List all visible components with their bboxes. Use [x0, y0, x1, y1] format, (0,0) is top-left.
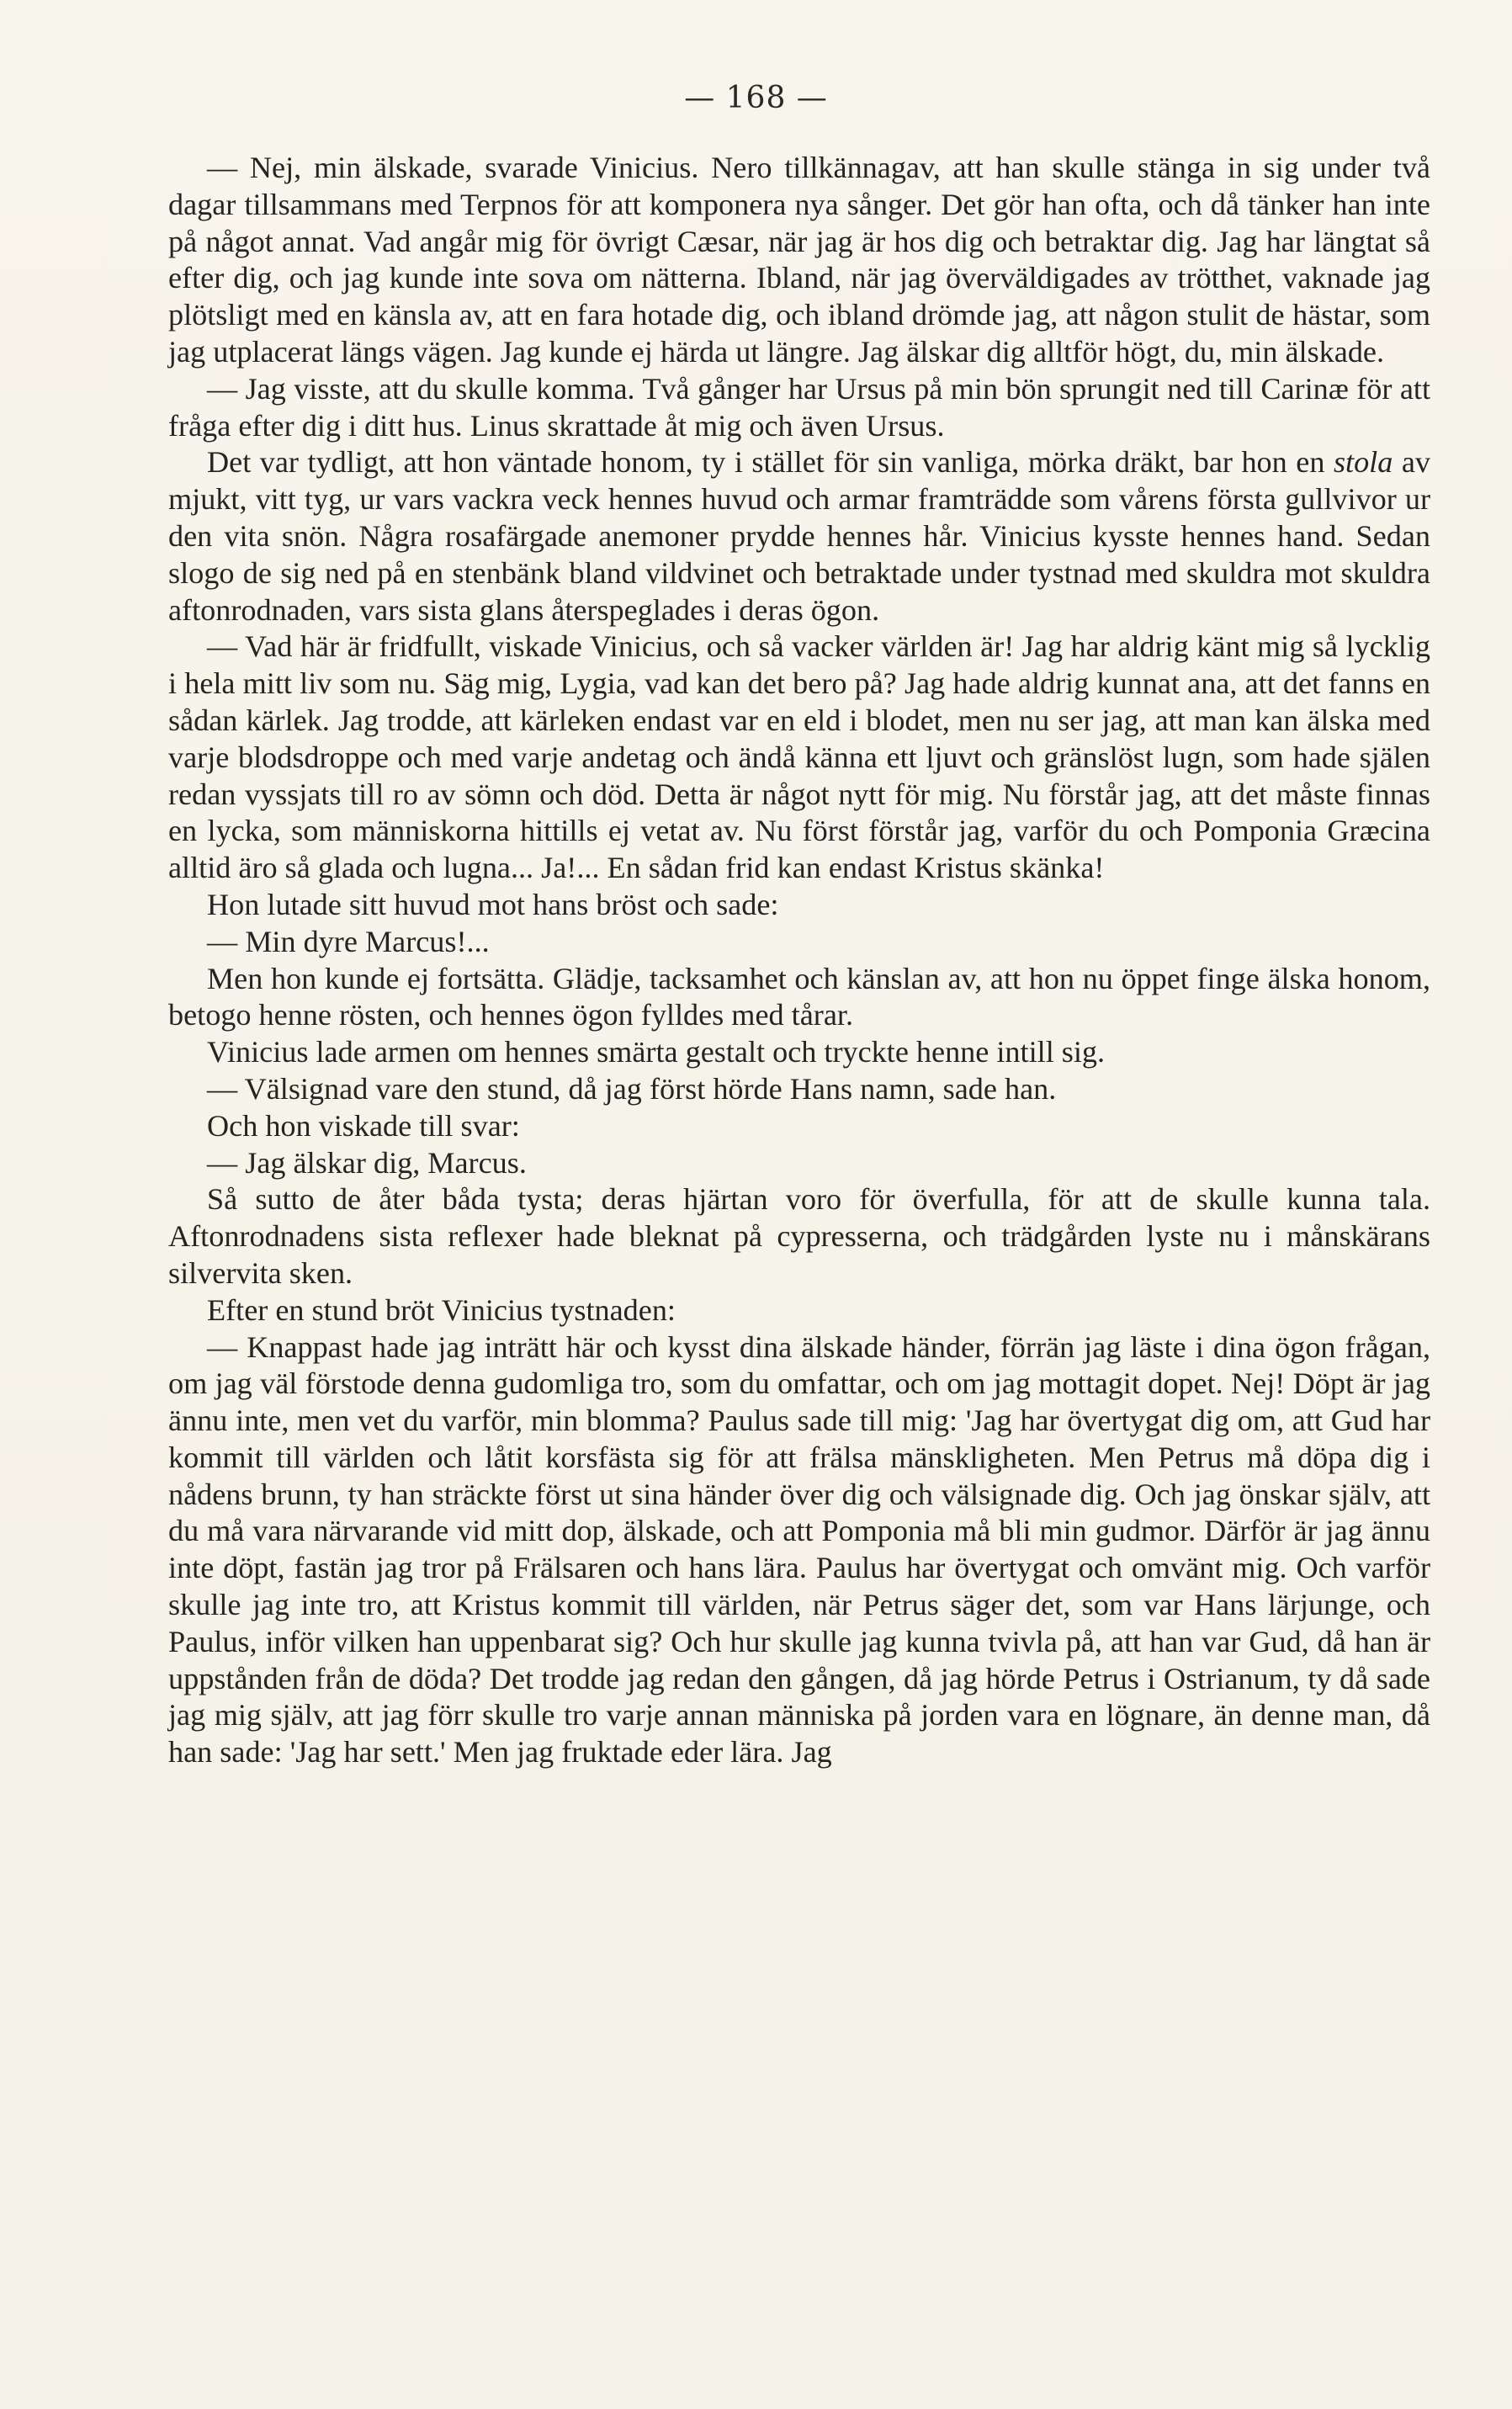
paragraph-3-text-a: Det var tydligt, att hon väntade honom, ty i stället för sin vanliga, mörka dräkt, bar hon en: [207, 445, 1334, 480]
italic-word-stola: stola: [1333, 445, 1393, 480]
paragraph-12: Så sutto de åter båda tysta; deras hjärtan voro för överfulla, för att de skulle kunna tala. Aftonrodnadens sista reflexer hade bleknat på cypresserna, och trädgården lyste nu i månskärans silvervita sken.: [168, 1182, 1430, 1290]
body-text: [168, 150, 1430, 1771]
paragraph-4: — Vad här är fridfullt, viskade Vinicius, och så vacker världen är! Jag har aldrig känt mig så lycklig i hela mitt liv som nu. Säg mig, Lygia, vad kan det bero på? Jag hade aldrig kunnat ana, att det fanns en sådan kärlek. Jag trodde, att kärleken endast var en eld i blodet, men nu ser jag, att man kan älska med varje blodsdroppe och med varje andetag och ändå känna ett ljuvt och gränslöst lugn, som hade själen redan vyssjats till ro av sömn och död. Detta är något nytt för mig. Nu förstår jag, att det måste finnas en lycka, som människorna hittills ej vetat av. Nu först förstår jag, varför du och Pomponia Græcina alltid äro så glada och lugna... Ja!... En sådan frid kan endast Kristus skänka!: [168, 629, 1430, 885]
paragraph-3: [168, 444, 1430, 629]
paragraph-11: — Jag älskar dig, Marcus.: [207, 1145, 527, 1180]
paragraph-3-text-b: av mjukt, vitt tyg, ur vars vackra veck hennes huvud och armar framträdde som vårens första gullvivor ur den vita snön. Några rosafärgade anemoner prydde hennes hår. Vinicius kysste hennes hand. Sedan slogo de sig ned på en stenbänk bland vildvinet och betraktade under tystnad med skuldra mot skuldra aftonrodnaden, vars sista glans återspeglades i deras ögon.: [168, 445, 1430, 627]
paragraph-9: — Välsignad vare den stund, då jag först hörde Hans namn, sade han.: [207, 1071, 1057, 1106]
paragraph-5: Hon lutade sitt huvud mot hans bröst och sade:: [207, 887, 779, 921]
paragraph-13: Efter en stund bröt Vinicius tystnaden:: [207, 1292, 676, 1327]
paragraph-14: — Knappast hade jag inträtt här och kysst dina älskade händer, förrän jag läste i dina ögon frågan, om jag väl förstode denna gudomliga tro, som du omfattar, och om jag mottagit dopet. Nej! Döpt är jag ännu inte, men vet du varför, min blomma? Paulus sade till mig: 'Jag har övertygat dig om, att Gud har kommit till världen och låtit korsfästa sig för att frälsa mänskligheten. Men Petrus må döpa dig i nådens brunn, ty han sträckte först ut sina händer över dig och välsignade dig. Och jag önskar själv, att du må vara närvarande vid mitt dop, älskade, och att Pomponia må bli min gudmor. Därför är jag ännu inte döpt, fastän jag tror på Frälsaren och hans lära. Paulus har övertygat och omvänt mig. Och varför skulle jag inte tro, att Kristus kommit till världen, när Petrus säger det, som var Hans lärjunge, och Paulus, inför vilken han uppenbarat sig? Och hur skulle jag kunna tvivla på, att han var Gud, då han är uppstånden från de döda? Det trodde jag redan den gången, då jag hörde Petrus i Ostrianum, ty då sade jag mig själv, att jag förr skulle tro varje annan människa på jorden vara en lögnare, än denne man, då han sade: 'Jag har sett.' Men jag fruktade eder lära. Jag: [168, 1329, 1430, 1770]
paragraph-2: — Jag visste, att du skulle komma. Två gånger har Ursus på min bön sprungit ned till Carinæ för att fråga efter dig i ditt hus. Linus skrattade åt mig och även Ursus.: [168, 371, 1430, 443]
paragraph-6: — Min dyre Marcus!...: [207, 924, 490, 958]
paragraph-7: Men hon kunde ej fortsätta. Glädje, tacksamhet och känslan av, att hon nu öppet finge älska honom, betogo henne rösten, och hennes ögon fylldes med tårar.: [168, 961, 1430, 1032]
paragraph-10: Och hon viskade till svar:: [207, 1108, 520, 1143]
page-number: — 168 —: [684, 81, 828, 115]
paragraph-1: — Nej, min älskade, svarade Vinicius. Nero tillkännagav, att han skulle stänga in sig under två dagar tillsammans med Terpnos för att komponera nya sånger. Det gör han ofta, och då tänker han inte på något annat. Vad angår mig för övrigt Cæsar, när jag är hos dig och betraktar dig. Jag har längtat så efter dig, och jag kunde inte sova om nätterna. Ibland, när jag överväldigades av trötthet, vaknade jag plötsligt med en känsla av, att en fara hotade dig, och ibland drömde jag, att någon stulit de hästar, som jag utplacerat längs vägen. Jag kunde ej härda ut längre. Jag älskar dig alltför högt, du, min älskade.: [168, 151, 1430, 369]
paragraph-8: Vinicius lade armen om hennes smärta gestalt och tryckte henne intill sig.: [207, 1035, 1106, 1069]
